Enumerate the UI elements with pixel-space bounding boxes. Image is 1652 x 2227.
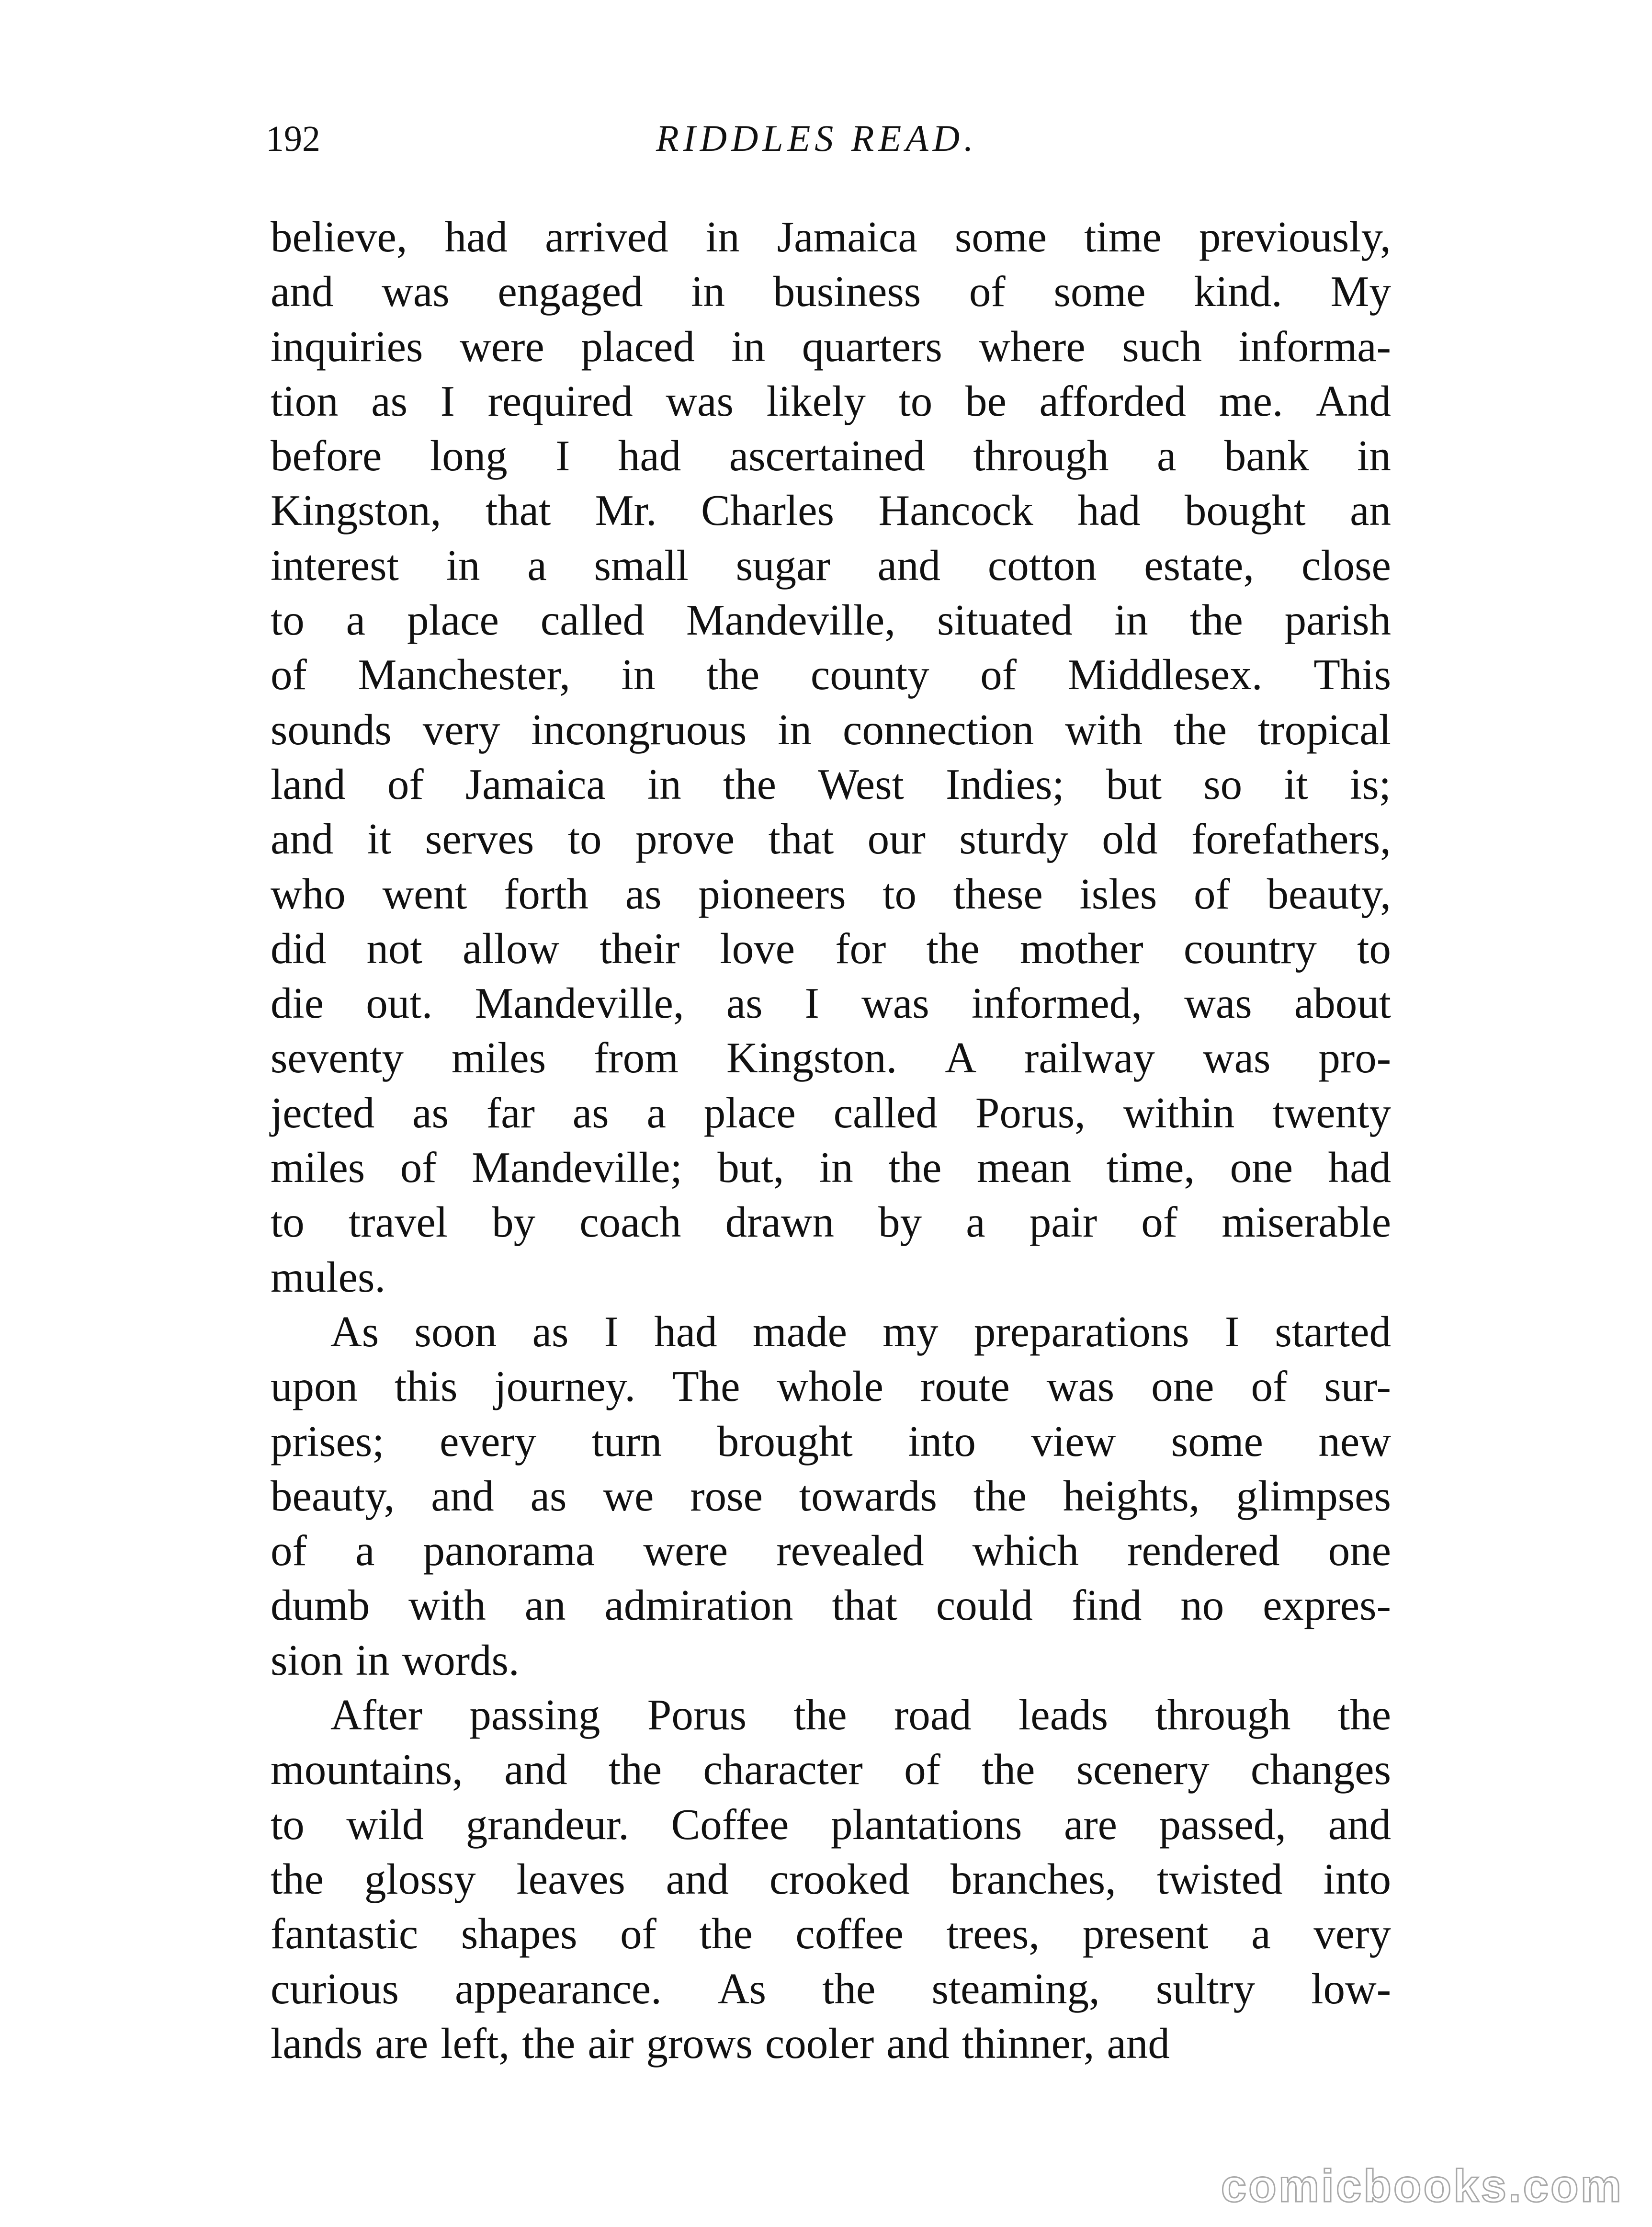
text-line: believe, had arrived in Jamaica some time previously, xyxy=(271,213,1391,261)
text-line: dumb with an admiration that could find no expres- xyxy=(271,1581,1391,1630)
paragraph xyxy=(271,1688,1391,2071)
text-line: of Manchester, in the county of Middlesex. This xyxy=(271,650,1391,699)
text-line: sion in words. xyxy=(271,1636,520,1684)
text-line: mules. xyxy=(271,1252,386,1301)
text-line: After passing Porus the road leads through the xyxy=(330,1691,1391,1739)
text-line: land of Jamaica in the West Indies; but so it is; xyxy=(271,760,1391,808)
text-line: prises; every turn brought into view some new xyxy=(271,1417,1391,1466)
text-line: interest in a small sugar and cotton estate, close xyxy=(271,541,1391,590)
text-line: the glossy leaves and crooked branches, twisted into xyxy=(271,1854,1391,1903)
text-line: of a panorama were revealed which rendered one xyxy=(271,1526,1391,1575)
text-line: miles of Mandeville; but, in the mean time, one had xyxy=(271,1143,1391,1192)
text-line: beauty, and as we rose towards the heights, glimpses xyxy=(271,1471,1391,1520)
text-line: and it serves to prove that our sturdy old forefathers, xyxy=(271,815,1391,864)
page-number: 192 xyxy=(266,119,320,159)
text-line: Kingston, that Mr. Charles Hancock had bought an xyxy=(271,486,1391,535)
text-line: who went forth as pioneers to these isles of beauty, xyxy=(271,869,1391,918)
text-line: upon this journey. The whole route was one of sur- xyxy=(271,1362,1391,1411)
text-line: inquiries were placed in quarters where such informa- xyxy=(271,322,1391,371)
text-line: As soon as I had made my preparations I started xyxy=(330,1307,1391,1356)
text-line: and was engaged in business of some kind. My xyxy=(271,267,1391,316)
text-line: to travel by coach drawn by a pair of miserable xyxy=(271,1198,1391,1247)
text-line: lands are left, the air grows cooler and thinner, and xyxy=(271,2019,1170,2068)
text-line: seventy miles from Kingston. A railway was pro- xyxy=(271,1034,1391,1082)
body-text xyxy=(271,210,1391,2071)
text-line: mountains, and the character of the scenery changes xyxy=(271,1745,1391,1794)
paragraph xyxy=(271,1305,1391,1688)
text-line: before long I had ascertained through a bank in xyxy=(271,432,1391,480)
text-line: did not allow their love for the mother country to xyxy=(271,924,1391,973)
text-line: sounds very incongruous in connection with the tropical xyxy=(271,705,1391,754)
text-line: tion as I required was likely to be afforded me. And xyxy=(271,376,1391,425)
running-title: RIDDLES READ. xyxy=(656,117,978,159)
text-line: to a place called Mandeville, situated in the parish xyxy=(271,596,1391,645)
text-line: to wild grandeur. Coffee plantations are passed, and xyxy=(271,1800,1391,1849)
text-line: die out. Mandeville, as I was informed, was about xyxy=(271,979,1391,1028)
watermark: comicbooks.com xyxy=(1221,2160,1623,2212)
text-line: curious appearance. As the steaming, sultry low- xyxy=(271,1964,1391,2013)
paragraph xyxy=(271,210,1391,1305)
text-line: jected as far as a place called Porus, within twenty xyxy=(271,1088,1391,1137)
text-line: fantastic shapes of the coffee trees, present a very xyxy=(271,1909,1391,1958)
